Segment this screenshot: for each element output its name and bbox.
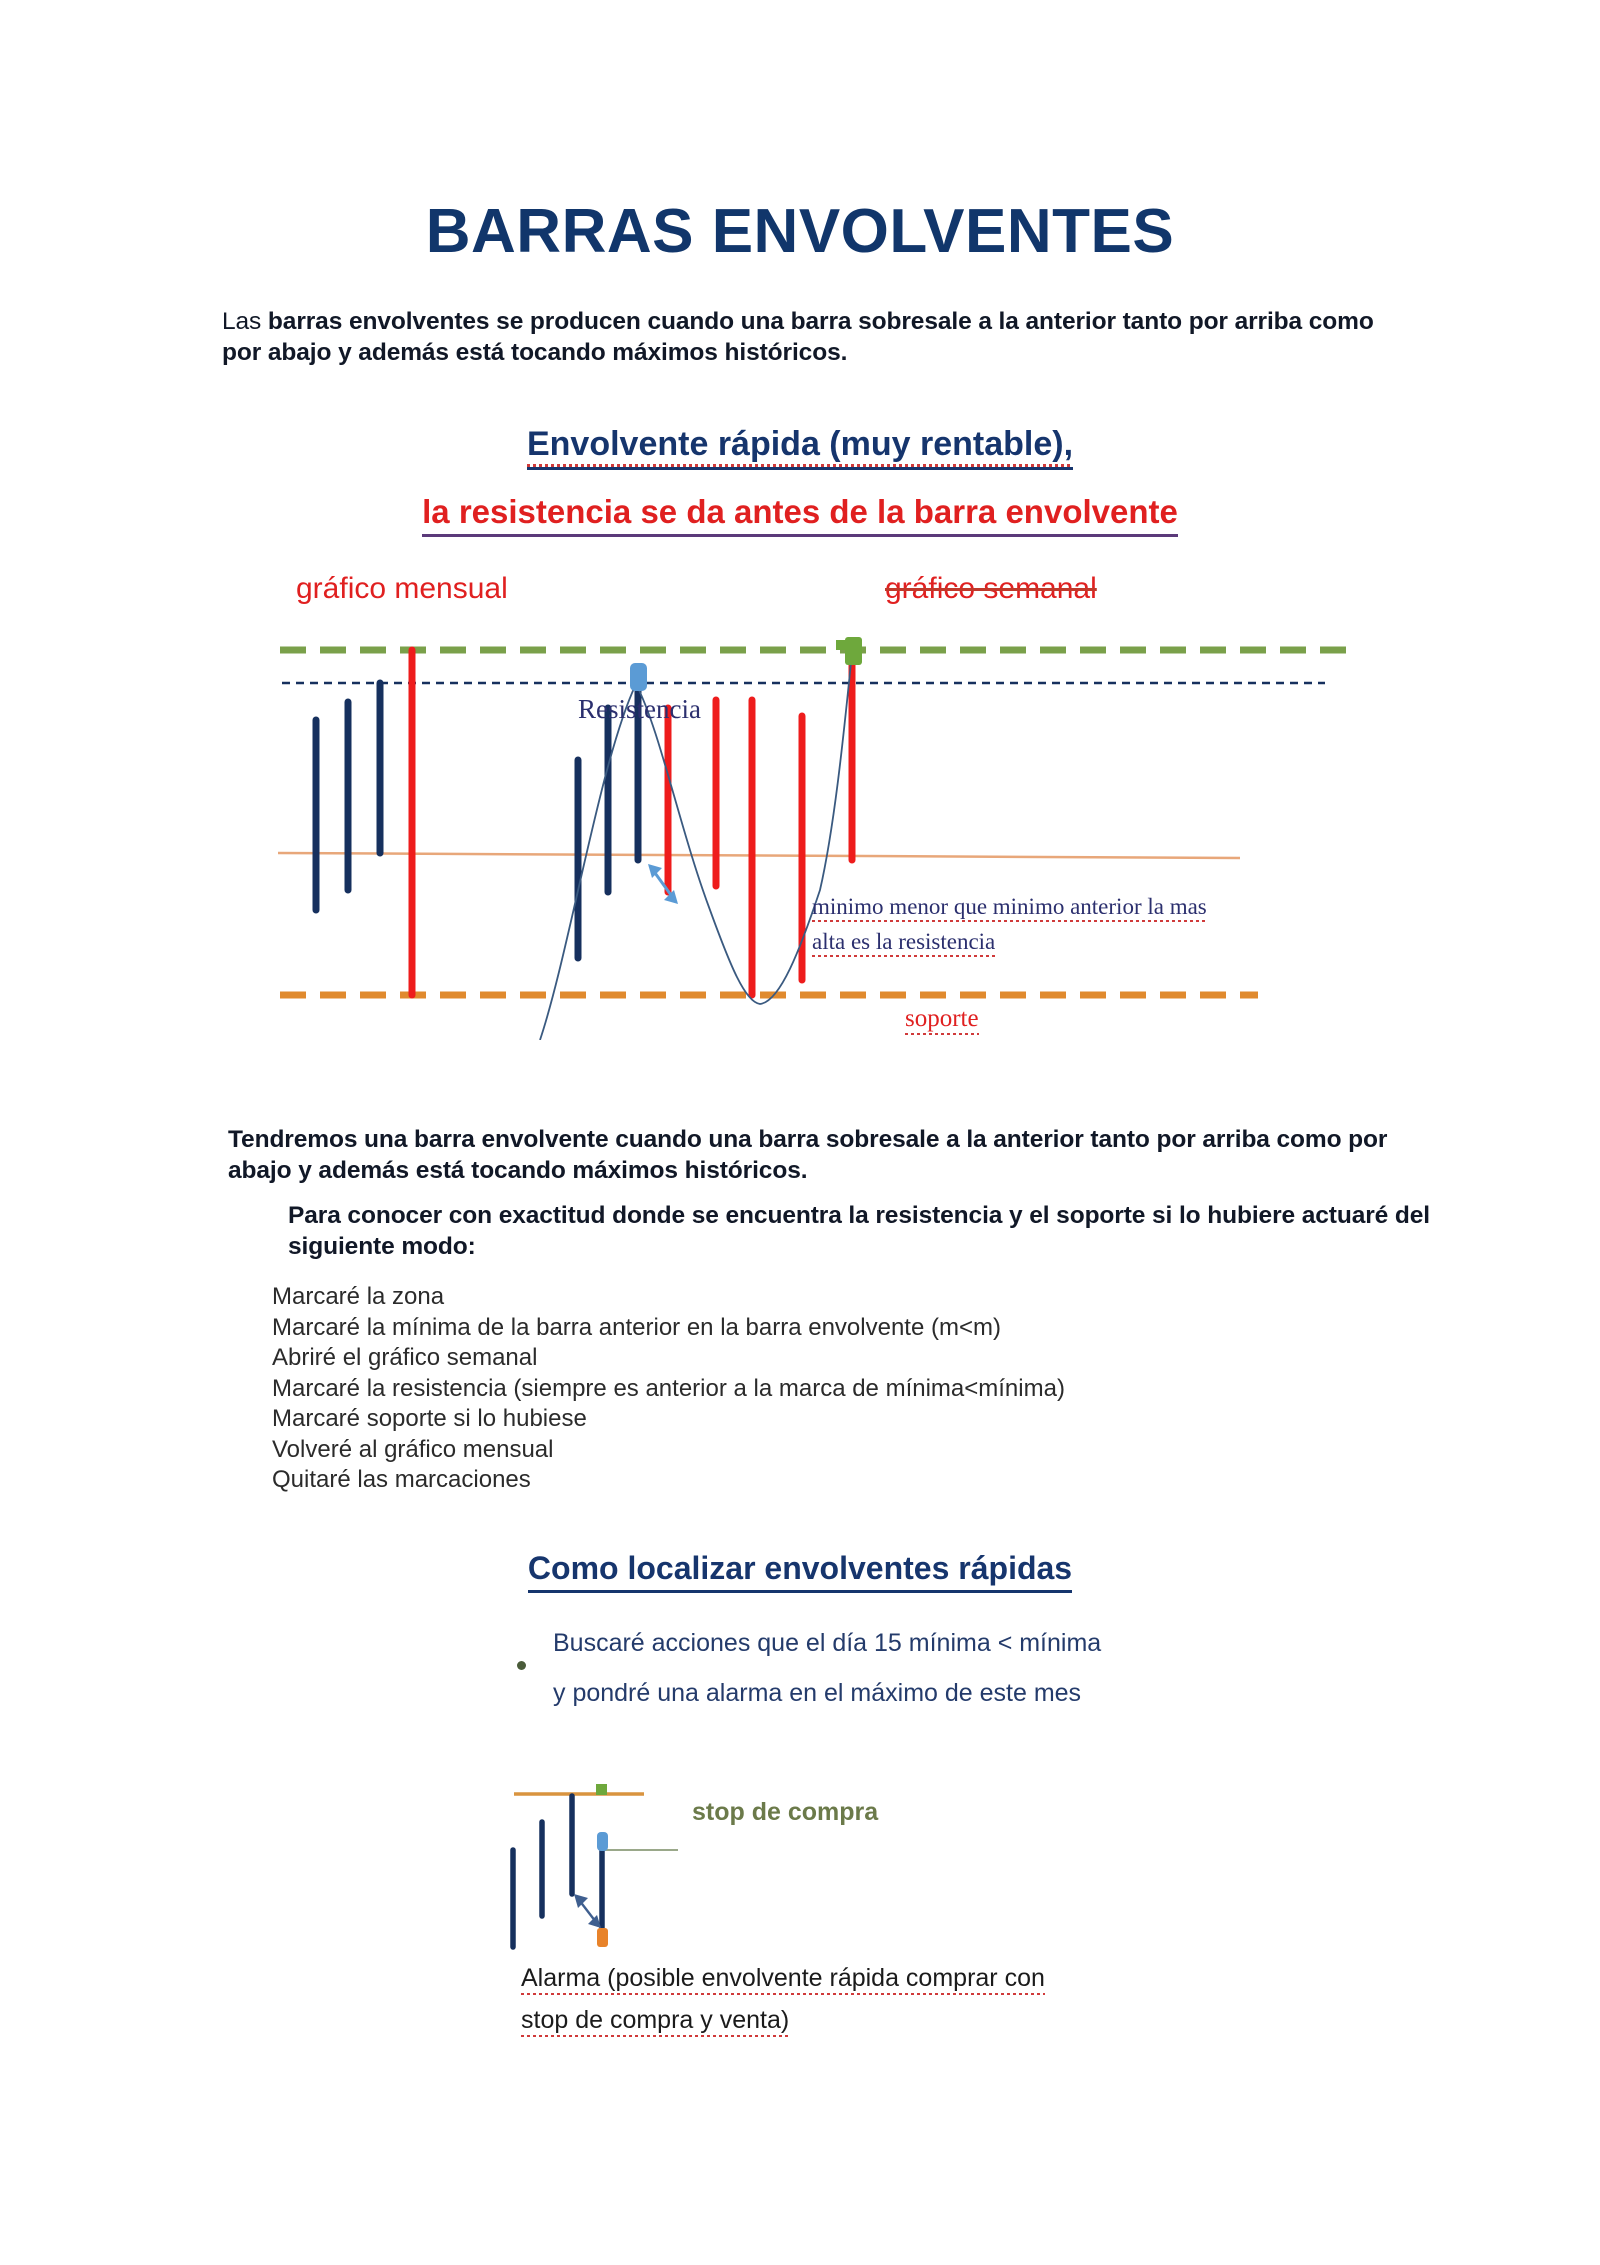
bullet-dot-icon xyxy=(517,1661,526,1670)
figure1-heading-line1 xyxy=(0,425,1600,470)
figure1-label-monthly: gráfico mensual xyxy=(296,572,508,605)
page-title: BARRAS ENVOLVENTES xyxy=(425,197,1175,266)
green-marker-icon xyxy=(596,1784,607,1795)
minimo-arrow xyxy=(648,864,678,904)
figure2-caption-line2: stop de compra y venta) xyxy=(521,2006,789,2037)
annotation-minimo-line2: alta es la resistencia xyxy=(812,929,995,957)
figure1-label-weekly: gráfico semanal xyxy=(885,572,1097,605)
list-item: Marcaré la resistencia (siempre es anterior a la marca de mínima<mínima) xyxy=(272,1374,1065,1402)
figure1-chart xyxy=(240,620,1370,1040)
section2-bullet-line2: y pondré una alarma en el máximo de este mes xyxy=(553,1679,1082,1707)
intro-rest: barras envolventes se producen cuando una barra sobresale a la anterior tanto por arriba como por abajo y además está tocando máximos históricos. xyxy=(222,308,1374,366)
list-item: Marcaré la zona xyxy=(272,1283,445,1310)
figure1-heading-line2 xyxy=(0,493,1600,537)
orange-marker-icon xyxy=(597,1928,608,1947)
procedure-intro-paragraph: Para conocer con exactitud donde se encuentra la resistencia y el soporte si lo hubiere actuaré del siguiente modo: xyxy=(288,1202,1431,1260)
intro-lead: Las xyxy=(222,308,268,335)
list-item: Marcaré la mínima de la barra anterior en la barra envolvente (m<m) xyxy=(272,1313,1001,1341)
annotation-soporte: soporte xyxy=(905,1005,979,1035)
restatement-paragraph: Tendremos una barra envolvente cuando una barra sobresale a la anterior tanto por arriba como por abajo y además está tocando máximos históricos. xyxy=(228,1126,1388,1184)
annotation-resistencia: Resistencia xyxy=(578,694,701,724)
section2-heading xyxy=(0,1550,1600,1593)
list-item: Quitaré las marcaciones xyxy=(272,1466,531,1493)
monthly-bars xyxy=(316,650,412,995)
figure1-heading-line1-text: Envolvente rápida (muy rentable), xyxy=(527,425,1073,470)
section2-bullet-line1: Buscaré acciones que el día 15 mínima < mínima xyxy=(553,1629,1102,1657)
figure2-bars xyxy=(513,1796,602,1947)
section2-heading-text: Como localizar envolventes rápidas xyxy=(528,1550,1072,1593)
figure2-label-stop-compra: stop de compra xyxy=(692,1798,879,1826)
maximo-historico-marker-tail xyxy=(836,640,850,650)
alarma-arrow xyxy=(574,1894,601,1928)
annotation-minimo-line1: minimo menor que minimo anterior la mas xyxy=(812,894,1207,922)
figure2-caption-line1: Alarma (posible envolvente rápida comprar con xyxy=(521,1964,1045,1995)
list-item: Abriré el gráfico semanal xyxy=(272,1344,538,1371)
list-item: Volveré al gráfico mensual xyxy=(272,1435,554,1463)
procedure-step-list xyxy=(272,1282,1392,1496)
list-item: Marcaré soporte si lo hubiese xyxy=(272,1405,587,1432)
media-solid-line xyxy=(278,853,1240,858)
blue-marker-icon xyxy=(597,1832,608,1851)
figure1-heading-line2-text: la resistencia se da antes de la barra envolvente xyxy=(422,493,1178,537)
resistencia-marker xyxy=(630,663,647,691)
intro-paragraph xyxy=(222,306,1402,368)
